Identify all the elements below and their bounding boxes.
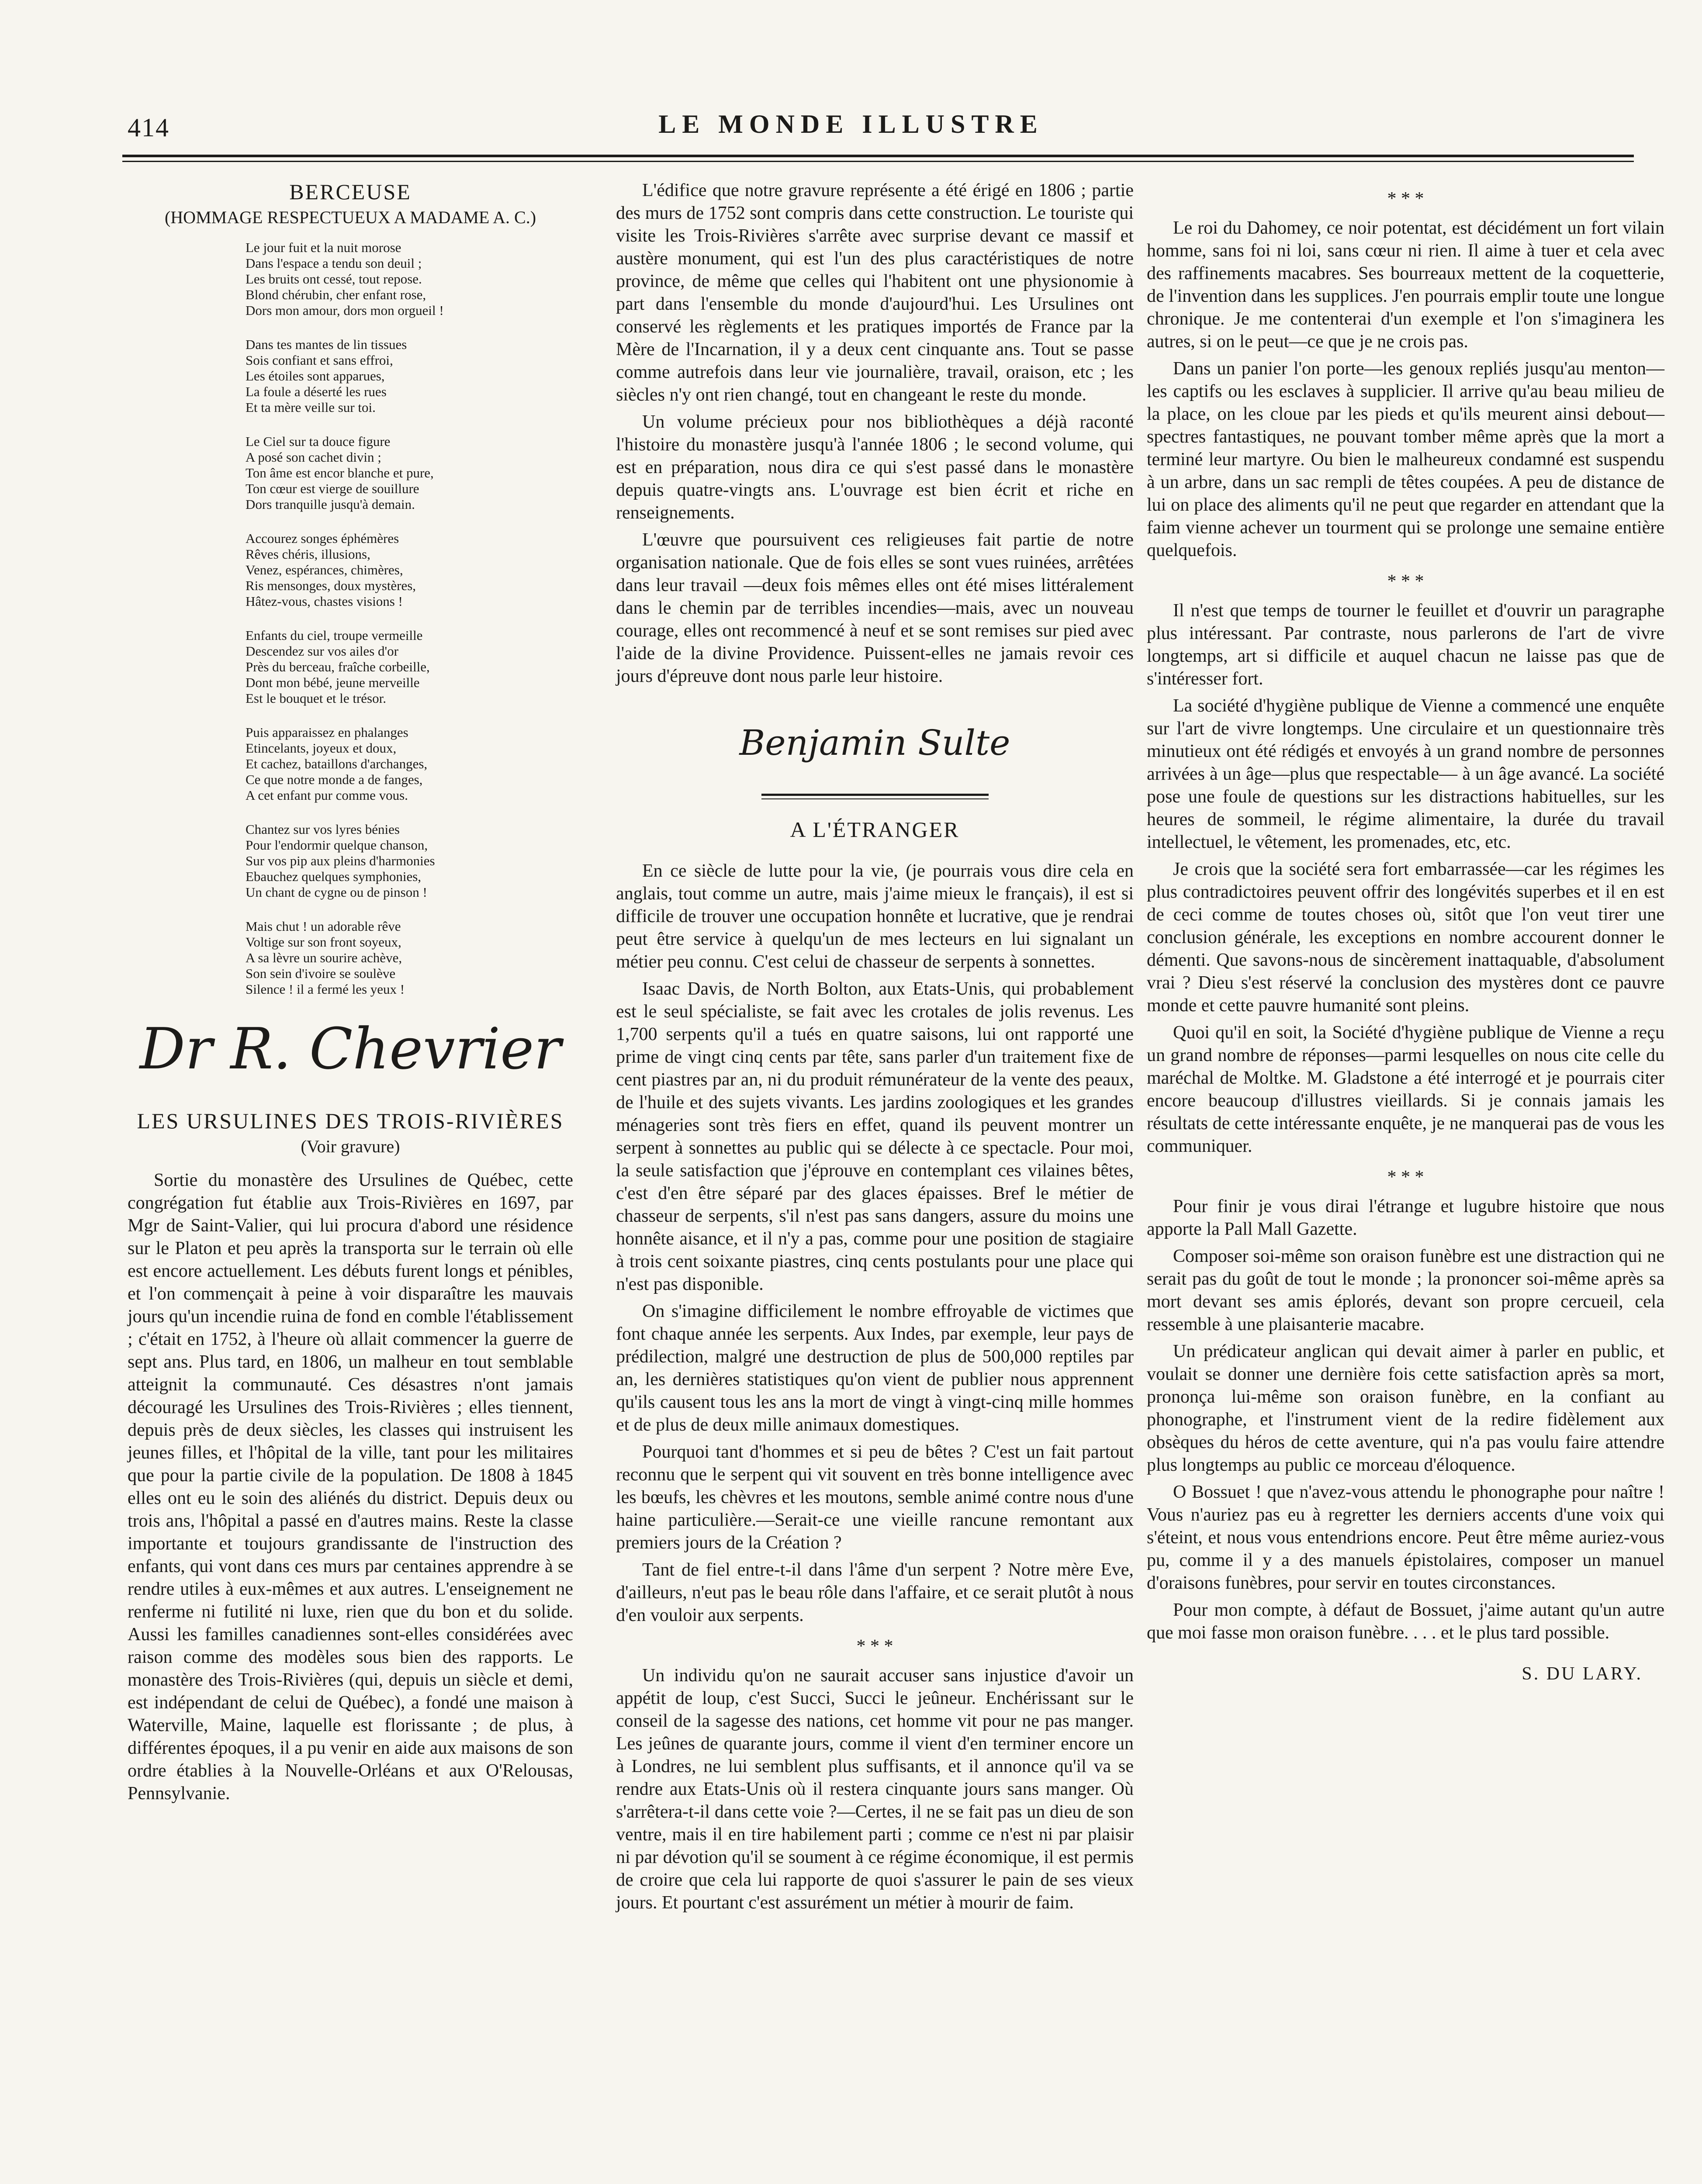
poem-line: Dors mon amour, dors mon orgueil ! bbox=[246, 303, 444, 318]
column-2 bbox=[616, 179, 1134, 1918]
poem-stanza bbox=[246, 822, 573, 900]
page-number: 414 bbox=[128, 113, 170, 142]
chronicle-paragraph: La société d'hygiène publique de Vienne a commencé une enquête sur l'art de vivre longtemps. Une circulaire et un questionnaire très minutieux ont été rédigés et envoyés à un grand nombre de personnes arrivées à un âge—plus que respectable— à un âge avancé. La société pose une foule de questions sur les distractions habituelles, sur les heures de sommeil, le régime alimentaire, la durée du travail intellectuel, le vêtement, les promenades, etc, etc. bbox=[1147, 696, 1664, 852]
poem-line: Pour l'endormir quelque chanson, bbox=[246, 837, 428, 853]
poem-line: A sa lèvre un sourire achève, bbox=[246, 950, 402, 965]
chronicle-paragraph: Dans un panier l'on porte—les genoux repliés jusqu'au menton—les captifs ou les esclaves à supplicier. Il arrive qu'au beau milieu de la place, on les cloue par les pieds et qu'ils meurent ainsi debout—spectres fantastiques, ne pouvant tomber même après que la mort a terminé leur martyre. Ou bien le malheureux condamné est suspendu à un arbre, dans un sac rempli de têtes coupées. A peu de distance de lui on place des aliments qu'il ne peut que regarder en attendant que la faim vienne achever un tourment qui se prolonge une semaine entière quelquefois. bbox=[1147, 359, 1664, 560]
poem-line: Puis apparaissez en phalanges bbox=[246, 725, 408, 740]
chronicle-paragraph: O Bossuet ! que n'avez-vous attendu le phonographe pour naître ! Vous n'auriez pas eu à regretter les derniers accents d'une voix qui s'éteint, et nous vous entendrions encore. Peut être même auriez-vous pu, comme il y a des manuels épistolaires, composer un manuel d'oraisons funèbres, pour servir en toutes circonstances. bbox=[1147, 1482, 1664, 1593]
header-rule bbox=[122, 155, 1634, 157]
poem-line: Son sein d'ivoire se soulève bbox=[246, 966, 396, 981]
poem-line: Ebauchez quelques symphonies, bbox=[246, 869, 422, 884]
article-paragraph: Un volume précieux pour nos bibliothèques a déjà raconté l'histoire du monastère jusqu'à l'année 1806 ; le second volume, qui est en préparation, nous dira ce qui s'est passé dans le monastère depuis quatre-vingts ans. L'ouvrage est bien écrit et riche en renseignements. bbox=[616, 412, 1134, 523]
poem-line: Etincelants, joyeux et doux, bbox=[246, 740, 397, 756]
poem-line: Les bruits ont cessé, tout repose. bbox=[246, 271, 422, 287]
poem-stanza bbox=[246, 434, 573, 512]
poem-line: Silence ! il a fermé les yeux ! bbox=[246, 981, 405, 997]
chronicle-paragraph: Quoi qu'il en soit, la Société d'hygiène publique de Vienne a reçu un grand nombre de réponses—parmi lesquelles on nous cite celle du maréchal de Moltke. M. Gladstone a été interrogé et je pourrais citer encore beaucoup d'illustres vieillards. Si je connais jamais les résultats de cette intéressante enquête, je ne manquerai pas de vous les communiquer. bbox=[1147, 1023, 1664, 1156]
poem-body bbox=[128, 240, 573, 997]
section-divider bbox=[761, 794, 989, 799]
poem-line: A cet enfant pur comme vous. bbox=[246, 788, 408, 803]
masthead: LE MONDE ILLUSTRE bbox=[658, 110, 1044, 138]
poem-line: Un chant de cygne ou de pinson ! bbox=[246, 885, 427, 900]
article-subtitle: (Voir gravure) bbox=[301, 1137, 400, 1156]
chronicle-paragraph: Pour finir je vous dirai l'étrange et lugubre histoire que nous apporte la Pall Mall Gazette. bbox=[1147, 1196, 1664, 1239]
poem-line: Ton cœur est vierge de souillure bbox=[246, 481, 419, 496]
poem-line: Les étoiles sont apparues, bbox=[246, 368, 385, 384]
article-title: LES URSULINES DES TROIS-RIVIÈRES bbox=[137, 1109, 564, 1133]
article-signature: Benjamin Sulte bbox=[739, 722, 1010, 763]
poem-line: Ton âme est encor blanche et pure, bbox=[246, 465, 434, 480]
chronicle-paragraph: Composer soi-même son oraison funèbre est une distraction qui ne serait pas du goût de tout le monde ; la prononcer soi-même après sa mort devant ses amis éplorés, devant son propre cercueil, cela ressemble à une plaisanterie macabre. bbox=[1147, 1246, 1664, 1334]
section-break-stars: * * * bbox=[1387, 1167, 1424, 1187]
article-paragraph: L'œuvre que poursuivent ces religieuses fait partie de notre organisation nationale. Que de fois elles se sont vues ruinées, arrêtées dans leur travail —deux fois mêmes elles ont été mises littéralement dans le chemin par de terribles incendies—mais, avec un nouveau courage, elles ont recommencé à neuf et se sont remises sur pied avec l'aide de la divine Providence. Puissent-elles ne jamais revoir ces jours d'épreuve dont nous parle leur histoire. bbox=[616, 530, 1134, 686]
poem-line: Chantez sur vos lyres bénies bbox=[246, 822, 400, 837]
poem-line: A posé son cachet divin ; bbox=[246, 449, 381, 465]
chronicle-paragraph: On s'imagine difficilement le nombre effroyable de victimes que font chaque année les serpents. Aux Indes, par exemple, leur pays de prédilection, malgré une destruction de plus de 500,000 reptiles par an, les dernières statistiques qu'on vient de publier nous apprennent qu'ils causent tous les ans la mort de vingt à vingt-cinq mille hommes et de plus de deux mille animaux domestiques. bbox=[616, 1301, 1134, 1435]
article-paragraph: Sortie du monastère des Ursulines de Québec, cette congrégation fut établie aux Trois-Rivières en 1697, par Mgr de Saint-Valier, qui lui procura d'abord une résidence sur le Platon et peu après la transporta sur le terrain où elle est encore actuellement. Les débuts furent longs et pénibles, et l'on commençait à peine à voir disparaître les mauvais jours qu'un incendie ruina de fond en comble l'établissement ; c'était en 1752, à l'heure où allait commencer la guerre de sept ans. Plus tard, en 1806, un malheur en tout semblable atteignit la communauté. Ces désastres n'ont jamais découragé les Ursulines des Trois-Rivières ; elles tiennent, depuis près de deux siècles, les classes qui instruisent les jeunes filles, et l'hôpital de la ville, tant pour les militaires que pour la partie civile de la population. De 1808 à 1845 elles ont eu le soin des aliénés du district. Depuis deux ou trois ans, l'hôpital a passé en d'autres mains. Reste la classe importante et toujours grandissante de l'instruction des enfants, qui vont dans ces murs par centaines apprendre à se rendre utiles à eux-mêmes et aux autres. L'enseignement ne renferme ni futilité ni luxe, rien que du bon et du solide. Aussi les familles canadiennes sont-elles considérées avec raison comme des modèles sous bien des rapports. Le monastère des Trois-Rivières (qui, depuis un siècle et demi, est indépendant de celui de Québec), a fondé une maison à Waterville, Maine, laquelle est florissante ; de plus, à différentes époques, il a pu venir en aide aux maisons de son ordre établies à la Nouvelle-Orléans et aux O'Relousas, Pennsylvanie. bbox=[128, 1170, 573, 1804]
poem-line: Blond chérubin, cher enfant rose, bbox=[246, 287, 426, 302]
poem-stanza bbox=[246, 628, 573, 706]
poem-line: Sois confiant et sans effroi, bbox=[246, 352, 393, 368]
chronicle-paragraph: Le roi du Dahomey, ce noir potentat, est décidément un fort vilain homme, sans foi ni loi, sans cœur ni rien. Il aime à tuer et cela avec des raffinements macabres. Ses bourreaux mettent de la coquetterie, de l'invention dans les supplices. J'en pourrais emplir toute une longue chronique. Je me contenterai d'un exemple et l'on s'imaginera les autres, si on le peut—ce que je ne crois pas. bbox=[1147, 218, 1664, 352]
chronicle-paragraph: Tant de fiel entre-t-il dans l'âme d'un serpent ? Notre mère Eve, d'ailleurs, n'eut pas le beau rôle dans l'affaire, et ce serait plutôt à nous d'en vouloir aux serpents. bbox=[616, 1560, 1134, 1625]
poem-line: Le Ciel sur ta douce figure bbox=[246, 434, 391, 449]
poem-line: Est le bouquet et le trésor. bbox=[246, 691, 386, 706]
article-paragraph: L'édifice que notre gravure représente a été érigé en 1806 ; partie des murs de 1752 sont compris dans cette construction. Le touriste qui visite les Trois-Rivières s'arrête avec surprise devant ce massif et austère monument, qui est l'un des plus caractéristiques de notre province, de même que celles qui l'habitent ont une physionomie à part dans l'ensemble du monde d'aujourd'hui. Les Ursulines ont conservé les règlements et les pratiques importés de France par la Mère de l'Incarnation, il y a deux cent cinquante ans. Tout se passe comme autrefois dans leur vie journalière, travail, oraison, etc ; les siècles n'y ont rien changé, tout en changeant le reste du monde. bbox=[616, 180, 1134, 405]
header-rule-thin bbox=[122, 161, 1634, 162]
poem-line: Dans tes mantes de lin tissues bbox=[246, 337, 407, 352]
poem-line: Accourez songes éphémères bbox=[246, 531, 399, 546]
chronicle-paragraph: Pourquoi tant d'hommes et si peu de bêtes ? C'est un fait partout reconnu que le serpent qui vit souvent en très bonne intelligence avec les bœufs, les chèvres et les moutons, semble animé contre nous d'une haine particulière.—Serait-ce une vieille rancune remontant aux premiers jours de la Création ? bbox=[616, 1442, 1134, 1553]
section-break-stars: * * * bbox=[1387, 571, 1424, 591]
poem-line: Et ta mère veille sur toi. bbox=[246, 400, 376, 415]
poem-line: Dans l'espace a tendu son deuil ; bbox=[246, 256, 422, 271]
chronicle-paragraph: Je crois que la société sera fort embarrassée—car les régimes les plus contradictoires peuvent offrir des longévités superbes et il en est de ceci comme de toutes choses où, sitôt que l'on veut tirer une conclusion générale, les exceptions en nombre accourent donner le démenti. Que savons-nous de sincèrement inattaquable, d'absolument vrai ? Dieu s'est réservé la conclusion des mystères dont ce pauvre monde et cette pauvre humanité sont pleins. bbox=[1147, 859, 1664, 1016]
poem-stanza bbox=[246, 919, 573, 997]
column-1 bbox=[128, 179, 573, 1809]
chronicle-paragraph: Pour mon compte, à défaut de Bossuet, j'aime autant qu'un autre que moi fasse mon oraison funèbre. . . . et le plus tard possible. bbox=[1147, 1600, 1664, 1643]
poem-line: Voltige sur son front soyeux, bbox=[246, 934, 401, 950]
chronicle-paragraph: Un individu qu'on ne saurait accuser sans injustice d'avoir un appétit de loup, c'est Succi, Succi le jeûneur. Enchérissant sur le conseil de la sagesse des nations, cet homme vit pour ne pas manger. Les jeûnes de quarante jours, comme il vient d'en terminer encore un à Londres, ne lui semblent plus suffisants, et il annonce qu'il va se rendre aux Etats-Unis où il restera cinquante jours sans manger. Où s'arrêtera-t-il dans cette voie ?—Certes, il ne se fait pas un dieu de son ventre, mais il en tire habilement parti ; comme ce n'est ni par plaisir ni par dévotion qu'il se soument à ce régime économique, il est permis de croire que cela lui rapporte de quoi s'assurer le pain de ses vieux jours. Et pourtant c'est assurément un métier à mourir de faim. bbox=[616, 1666, 1134, 1913]
section-break-stars: * * * bbox=[856, 1636, 893, 1656]
poem-line: Enfants du ciel, troupe vermeille bbox=[246, 628, 423, 643]
poem-signature: Dr R. Chevrier bbox=[139, 1016, 561, 1082]
poem-line: Dont mon bébé, jeune merveille bbox=[246, 675, 420, 690]
poem-line: Sur vos pip aux pleins d'harmonies bbox=[246, 853, 435, 868]
poem-stanza bbox=[246, 337, 573, 415]
chronicle-paragraph: Il n'est que temps de tourner le feuillet et d'ouvrir un paragraphe plus intéressant. Par contraste, nous parlerons de l'art de vivre longtemps, art si difficile et auquel chacun ne laisse pas que de s'intéresser fort. bbox=[1147, 601, 1664, 689]
chronicle-paragraph: Un prédicateur anglican qui devait aimer à parler en public, et voulait se donner une dernière fois cette satisfaction après sa mort, prononça lui-même son oraison funèbre, en la confiant au phonographe, et l'instrument vient de la redire fidèlement aux obsèques du héros de cette aventure, qui n'a pas voulu faire attendre plus longtemps au public ce morceau d'éloquence. bbox=[1147, 1341, 1664, 1475]
poem-line: Le jour fuit et la nuit morose bbox=[246, 240, 401, 255]
poem-line: Ce que notre monde a de fanges, bbox=[246, 772, 423, 787]
poem-line: Rêves chéris, illusions, bbox=[246, 546, 370, 562]
poem-line: Et cachez, bataillons d'archanges, bbox=[246, 756, 428, 771]
poem-line: Ris mensonges, doux mystères, bbox=[246, 578, 416, 593]
poem-line: Mais chut ! un adorable rêve bbox=[246, 919, 401, 934]
poem-line: Près du berceau, fraîche corbeille, bbox=[246, 659, 430, 674]
poem-line: Dors tranquille jusqu'à demain. bbox=[246, 497, 415, 512]
section-break-stars: * * * bbox=[1387, 189, 1424, 209]
poem-line: Descendez sur vos ailes d'or bbox=[246, 643, 398, 659]
chronicle-title: A L'ÉTRANGER bbox=[790, 817, 960, 842]
chronicle-paragraph: Isaac Davis, de North Bolton, aux Etats-Unis, qui probablement est le seul spécialiste, se fait avec les crotales de jolis revenus. Les 1,700 serpents qu'il a tués en quatre saisons, lui ont rapporté une prime de vingt cinq cents par tête, sans parler d'un traitement fixe de cent piastres par an, ni du produit rémunérateur de la vente des peaux, de l'huile et des sujets vivants. Les jardins zoologiques et les grandes ménageries sont très fiers en effet, quand ils peuvent montrer un serpent à sonnettes au public qui se délecte à ce spectacle. Pour moi, la seule satisfaction que j'éprouve en contemplant ces vilaines bêtes, c'est d'en être séparé par des glaces épaisses. Bref le métier de chasseur de serpents, s'il n'est pas sans dangers, assure du moins une honnête aisance, et il n'y a pas, comme pour une position de stagiaire à trois cent soixante piastres, cinq cents postulants pour une place qui n'est pas disponible. bbox=[616, 979, 1134, 1294]
chronicle-paragraph: En ce siècle de lutte pour la vie, (je pourrais vous dire cela en anglais, tout comme un autre, mais j'aime mieux le français), il est si difficile de trouver une occupation honnête et lucrative, que je rendrai peut être service à quelqu'un de mes lecteurs en lui signalant un métier peu connu. C'est celui de chasseur de serpents à sonnettes. bbox=[616, 861, 1134, 972]
column-3 bbox=[1147, 179, 1664, 1684]
poem-title: BERCEUSE bbox=[289, 180, 412, 204]
chronicle-signoff: S. DU LARY. bbox=[1522, 1664, 1643, 1684]
poem-stanza bbox=[246, 240, 573, 318]
poem-stanza bbox=[246, 531, 573, 609]
poem-dedication: (HOMMAGE RESPECTUEUX A MADAME A. C.) bbox=[164, 207, 536, 227]
poem-stanza bbox=[246, 725, 573, 803]
poem-line: Venez, espérances, chimères, bbox=[246, 562, 403, 577]
poem-line: La foule a déserté les rues bbox=[246, 384, 387, 399]
poem-line: Hâtez-vous, chastes visions ! bbox=[246, 594, 403, 609]
